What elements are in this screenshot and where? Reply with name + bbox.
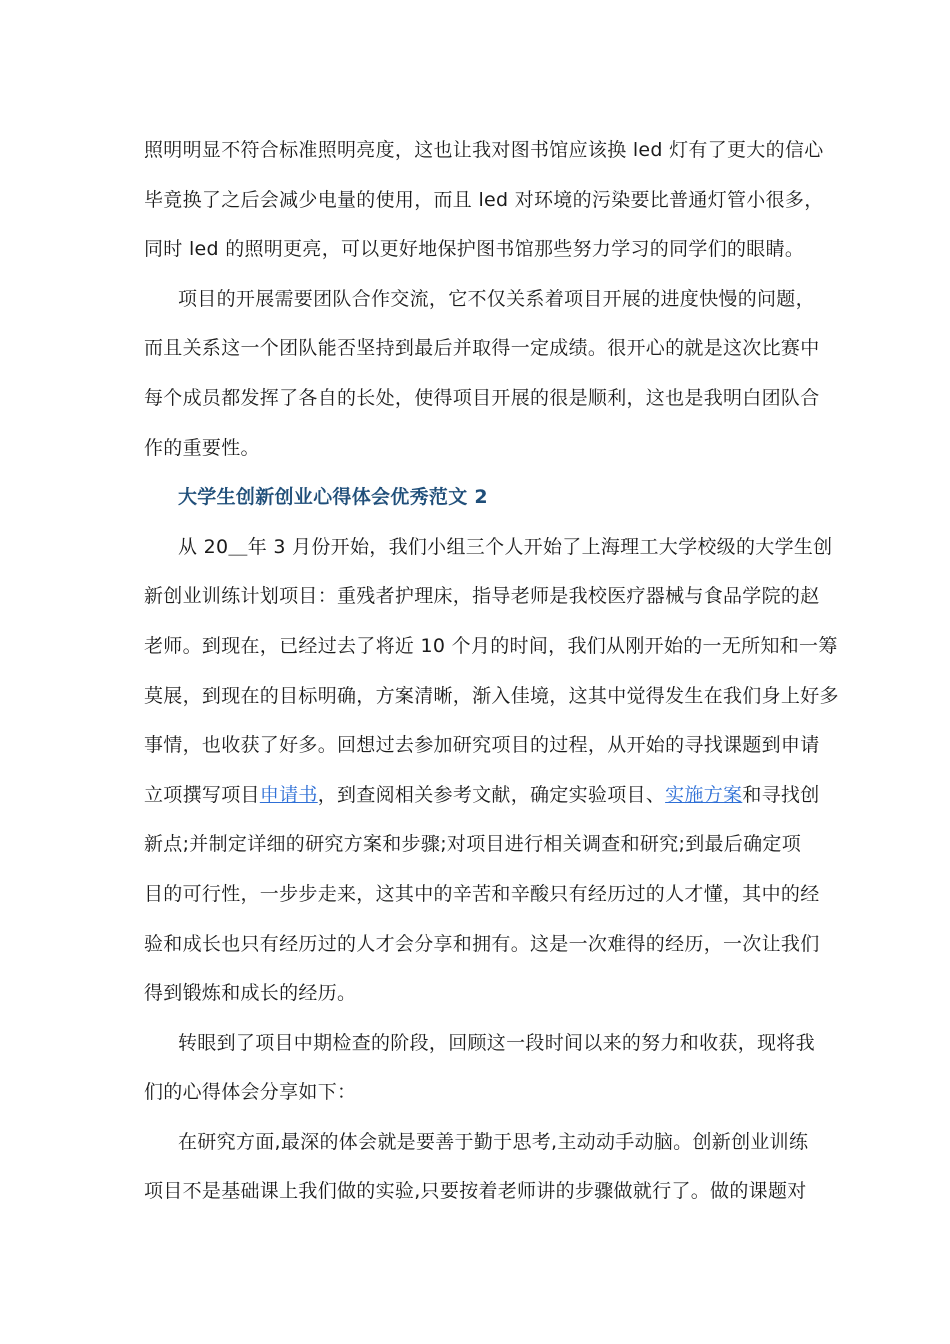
text-line: 在研究方面,最深的体会就是要善于勤于思考,主动动手动脑。创新创业训练 bbox=[178, 1130, 809, 1153]
text-segment: ，到查阅相关参考文献，确定实验项目、 bbox=[317, 783, 666, 806]
text-line: 每个成员都发挥了各自的长处，使得项目开展的很是顺利，这也是我明白团队合 bbox=[144, 386, 820, 409]
paragraph bbox=[144, 126, 824, 275]
section-heading: 大学生创新创业心得体会优秀范文 2 bbox=[178, 486, 488, 509]
text-line-with-links bbox=[144, 771, 820, 821]
text-line: 老师。到现在，已经过去了将近 10 个月的时间，我们从刚开始的一无所知和一筹 bbox=[144, 634, 838, 657]
text-line: 莫展，到现在的目标明确，方案清晰，渐入佳境，这其中觉得发生在我们身上好多 bbox=[144, 684, 839, 707]
text-line: 而且关系这一个团队能否坚持到最后并取得一定成绩。很开心的就是这次比赛中 bbox=[144, 337, 820, 360]
text-segment: 和寻找创 bbox=[742, 783, 820, 806]
text-segment: 立项撰写项目 bbox=[144, 783, 260, 806]
paragraph bbox=[144, 1019, 815, 1118]
application-link[interactable]: 申请书 bbox=[259, 783, 318, 806]
text-line: 从 20＿年 3 月份开始，我们小组三个人开始了上海理工大学校级的大学生创 bbox=[178, 535, 833, 558]
text-line: 验和成长也只有经历过的人才会分享和拥有。这是一次难得的经历，一次让我们 bbox=[144, 932, 820, 955]
text-line: 事情，也收获了好多。回想过去参加研究项目的过程，从开始的寻找课题到申请 bbox=[144, 734, 820, 757]
text-line: 们的心得体会分享如下： bbox=[144, 1081, 357, 1104]
text-line: 毕竟换了之后会减少电量的使用，而且 led 对环境的污染要比普通灯管小很多， bbox=[144, 188, 824, 211]
text-line: 作的重要性。 bbox=[144, 436, 260, 459]
implementation-plan-link[interactable]: 实施方案 bbox=[665, 783, 743, 806]
paragraph bbox=[144, 1118, 808, 1217]
text-line: 新点;并制定详细的研究方案和步骤;对项目进行相关调查和研究;到最后确定项 bbox=[144, 833, 802, 856]
text-line: 同时 led 的照明更亮，可以更好地保护图书馆那些努力学习的同学们的眼睛。 bbox=[144, 238, 805, 261]
paragraph bbox=[144, 523, 839, 1019]
document-body bbox=[144, 126, 839, 1217]
text-line: 目的可行性，一步步走来，这其中的辛苦和辛酸只有经历过的人才懂，其中的经 bbox=[144, 882, 820, 905]
text-line: 照明明显不符合标准照明亮度，这也让我对图书馆应该换 led 灯有了更大的信心 bbox=[144, 139, 824, 161]
paragraph bbox=[144, 275, 820, 473]
text-line: 得到锻炼和成长的经历。 bbox=[144, 982, 357, 1005]
text-line: 转眼到了项目中期检查的阶段，回顾这一段时间以来的努力和收获，现将我 bbox=[178, 1031, 815, 1054]
text-line: 新创业训练计划项目：重残者护理床，指导老师是我校医疗器械与食品学院的赵 bbox=[144, 585, 820, 608]
text-line: 项目不是基础课上我们做的实验,只要按着老师讲的步骤做就行了。做的课题对 bbox=[144, 1180, 807, 1203]
text-line: 项目的开展需要团队合作交流，它不仅关系着项目开展的进度快慢的问题， bbox=[178, 287, 815, 310]
